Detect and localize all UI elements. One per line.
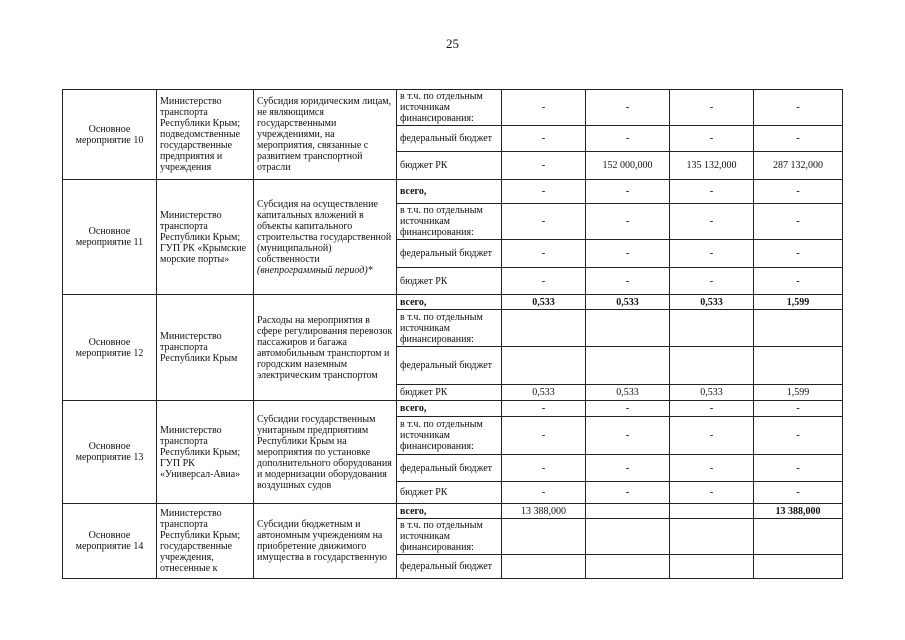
value-cell: - — [586, 180, 670, 204]
description-text: Субсидия на осуществление капитальных вложений в объекты капитального строительства государственной (муниципальной) собственности — [257, 198, 392, 265]
value-cell: - — [754, 90, 843, 126]
value-cell: - — [502, 240, 586, 268]
value-cell: 152 000,000 — [586, 152, 670, 180]
value-cell: - — [502, 152, 586, 180]
value-cell: - — [670, 417, 754, 455]
value-cell — [670, 555, 754, 579]
executor-cell: Министерство транспорта Республики Крым; государственные учреждения, отнесенные к — [157, 504, 254, 579]
value-cell — [754, 519, 843, 555]
value-cell — [754, 555, 843, 579]
value-cell: 135 132,000 — [670, 152, 754, 180]
source-label: в т.ч. по отдельным источникам финансирования: — [397, 310, 502, 347]
value-cell: - — [670, 90, 754, 126]
value-cell — [586, 555, 670, 579]
source-label: в т.ч. по отдельным источникам финансирования: — [397, 519, 502, 555]
value-cell: 13 388,000 — [502, 504, 586, 519]
event-cell: Основное мероприятие 10 — [63, 90, 157, 180]
value-cell — [586, 504, 670, 519]
description-cell: Субсидии бюджетным и автономным учреждениям на приобретение движимого имущества в государственную — [254, 504, 397, 579]
value-cell: - — [586, 401, 670, 417]
value-cell: 0,533 — [670, 295, 754, 310]
source-label: в т.ч. по отдельным источникам финансирования: — [397, 90, 502, 126]
source-label: всего, — [397, 295, 502, 310]
value-cell: - — [502, 204, 586, 240]
value-cell: 0,533 — [502, 295, 586, 310]
value-cell: - — [670, 126, 754, 152]
page-number: 25 — [446, 36, 459, 51]
value-cell: - — [670, 240, 754, 268]
source-label: федеральный бюджет — [397, 240, 502, 268]
value-cell: - — [502, 417, 586, 455]
value-cell: 0,533 — [502, 385, 586, 401]
value-cell — [586, 347, 670, 385]
value-cell: - — [586, 126, 670, 152]
value-cell: 1,599 — [754, 295, 843, 310]
value-cell: 1,599 — [754, 385, 843, 401]
source-label: бюджет РК — [397, 385, 502, 401]
value-cell: 287 132,000 — [754, 152, 843, 180]
table-row — [63, 295, 843, 310]
value-cell: - — [586, 417, 670, 455]
value-cell — [586, 519, 670, 555]
value-cell — [502, 555, 586, 579]
value-cell: - — [754, 455, 843, 482]
executor-cell: Министерство транспорта Республики Крым; ГУП РК «Универсал-Авиа» — [157, 401, 254, 504]
value-cell: - — [754, 401, 843, 417]
source-label: в т.ч. по отдельным источникам финансирования: — [397, 204, 502, 240]
value-cell: - — [754, 204, 843, 240]
value-cell — [670, 347, 754, 385]
value-cell: - — [670, 455, 754, 482]
description-cell: Расходы на мероприятия в сфере регулирования перевозок пассажиров и багажа автомобильным транспортом и городским наземным электрическим транспортом — [254, 295, 397, 401]
source-label: в т.ч. по отдельным источникам финансирования: — [397, 417, 502, 455]
value-cell — [502, 310, 586, 347]
value-cell — [502, 347, 586, 385]
value-cell: - — [754, 126, 843, 152]
value-cell: - — [502, 268, 586, 295]
value-cell: 0,533 — [586, 385, 670, 401]
value-cell: - — [754, 268, 843, 295]
table-row — [63, 90, 843, 126]
value-cell: - — [670, 204, 754, 240]
executor-cell: Министерство транспорта Республики Крым; ГУП РК «Крымские морские порты» — [157, 180, 254, 295]
description-cell: Субсидии государственным унитарным предприятиям Республики Крым на мероприятия по установке дополнительного оборудования и модернизации оборудования воздушных судов — [254, 401, 397, 504]
event-cell: Основное мероприятие 12 — [63, 295, 157, 401]
source-label: федеральный бюджет — [397, 126, 502, 152]
source-label: всего, — [397, 180, 502, 204]
value-cell: - — [670, 401, 754, 417]
value-cell: - — [502, 126, 586, 152]
source-label: федеральный бюджет — [397, 555, 502, 579]
value-cell: 0,533 — [586, 295, 670, 310]
value-cell: - — [502, 401, 586, 417]
source-label: бюджет РК — [397, 268, 502, 295]
source-label: всего, — [397, 401, 502, 417]
event-cell: Основное мероприятие 13 — [63, 401, 157, 504]
value-cell: - — [502, 455, 586, 482]
value-cell: - — [586, 482, 670, 504]
value-cell — [586, 310, 670, 347]
table-row — [63, 504, 843, 519]
value-cell: - — [754, 240, 843, 268]
value-cell: - — [586, 455, 670, 482]
value-cell: - — [502, 180, 586, 204]
value-cell: - — [586, 204, 670, 240]
table-row — [63, 401, 843, 417]
value-cell — [502, 519, 586, 555]
value-cell: - — [586, 240, 670, 268]
value-cell — [670, 519, 754, 555]
value-cell: - — [670, 180, 754, 204]
event-cell: Основное мероприятие 14 — [63, 504, 157, 579]
value-cell: - — [586, 268, 670, 295]
period-note: (внепрограммный период)* — [257, 264, 373, 276]
source-label: федеральный бюджет — [397, 455, 502, 482]
source-label: бюджет РК — [397, 152, 502, 180]
description-cell: Субсидия юридическим лицам, не являющимся государственными учреждениями, на мероприятия, связанные с развитием транспортной отрасли — [254, 90, 397, 180]
source-label: бюджет РК — [397, 482, 502, 504]
value-cell: - — [754, 482, 843, 504]
event-cell: Основное мероприятие 11 — [63, 180, 157, 295]
executor-cell: Министерство транспорта Республики Крым — [157, 295, 254, 401]
value-cell: - — [670, 482, 754, 504]
value-cell: - — [754, 417, 843, 455]
value-cell: - — [502, 90, 586, 126]
description-cell — [254, 180, 397, 295]
value-cell — [754, 347, 843, 385]
value-cell — [754, 310, 843, 347]
value-cell: 0,533 — [670, 385, 754, 401]
executor-cell: Министерство транспорта Республики Крым; подведомственные государственные предприятия и учреждения — [157, 90, 254, 180]
source-label: федеральный бюджет — [397, 347, 502, 385]
table-row — [63, 180, 843, 204]
value-cell: - — [586, 90, 670, 126]
source-label: всего, — [397, 504, 502, 519]
financing-table — [62, 89, 843, 579]
value-cell — [670, 310, 754, 347]
value-cell: - — [670, 268, 754, 295]
value-cell: - — [502, 482, 586, 504]
value-cell: 13 388,000 — [754, 504, 843, 519]
value-cell — [670, 504, 754, 519]
value-cell: - — [754, 180, 843, 204]
